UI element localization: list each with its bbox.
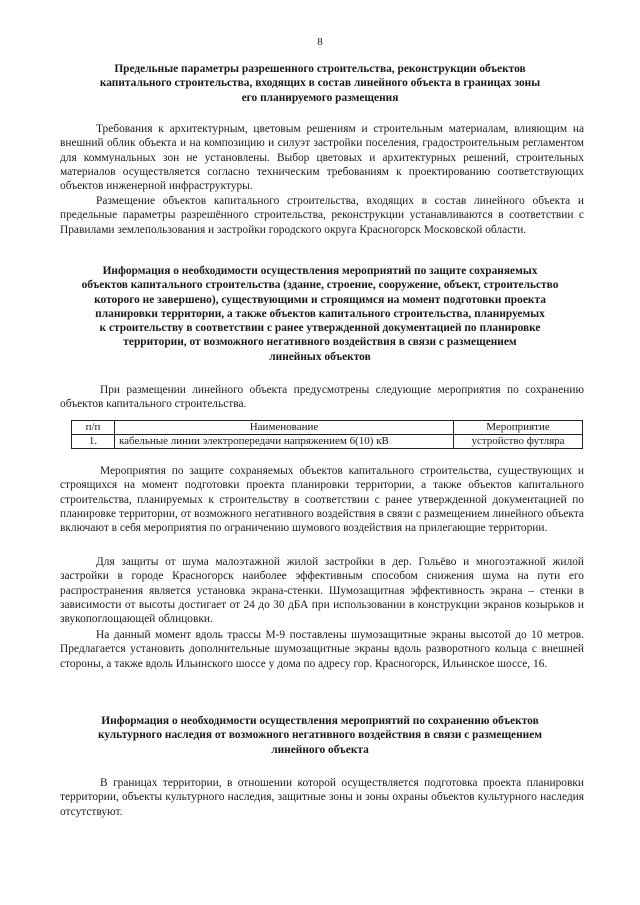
section3-paragraph-1: В границах территории, в отношении которой осуществляется подготовка проекта планировки территории, объекты культурного наследия, защитные зоны и зоны охраны объектов культурного наследия отсутствуют. — [60, 777, 584, 818]
table-header-cell: Наименование — [115, 421, 454, 435]
section2-title-line: территории, от возможного негативного воздействия в связи с размещением — [123, 336, 517, 349]
table-cell: 1. — [72, 435, 115, 449]
section1-title — [70, 62, 570, 105]
section2-title-line: Информация о необходимости осуществления мероприятий по защите сохраняемых — [102, 265, 538, 277]
table-header-row — [72, 421, 583, 435]
section2-title-line: линейных объектов — [269, 350, 371, 363]
measures-table — [71, 420, 583, 449]
section1-title-line: капитального строительства, входящих в состав линейного объекта в границах зоны — [99, 77, 541, 90]
section1-paragraph-1: Требования к архитектурным, цветовым решениям и строительным материалам, влияющим на внешний облик объекта и на композицию и силуэт застройки поселения, градостроительным регламентом для коммунальных зон не установлены. Выбор цветовых и архитектурных решений, строительных материалов осуществляется согласно техническим требованиям к проектированию соответствующих объектов инженерной инфраструктуры. — [60, 123, 584, 193]
table-row — [72, 435, 583, 449]
section2-title-line: объектов капитального строительства (здание, строение, сооружение, объект, строительство — [81, 279, 559, 292]
table-cell: кабельные линии электропередачи напряжением 6(10) кВ — [115, 435, 454, 449]
table-cell: устройство футляра — [454, 435, 583, 449]
section2-title-line: планировки территории, а также объектов капитального строительства, планируемых — [95, 307, 545, 320]
table-header-cell: п/п — [72, 421, 115, 435]
section2-intro: При размещении линейного объекта предусмотрены следующие мероприятия по сохранению объектов капитального строительства. — [60, 384, 584, 411]
section2-title — [70, 264, 570, 364]
table-header-cell: Мероприятие — [454, 421, 583, 435]
section1-title-line: Предельные параметры разрешенного строительства, реконструкции объектов — [114, 63, 526, 75]
section2-paragraph-3: На данный момент вдоль трассы М-9 поставлены шумозащитные экраны высотой до 10 метров. Предлагается установить дополнительные шумозащитные экраны вдоль разворотного кольца с внешней стороны, а также вдоль Ильинского шоссе у дома по адресу гор. Красногорск, Ильинское шоссе, 16. — [60, 629, 584, 670]
section3-title-line: линейного объекта — [271, 743, 369, 756]
section3-title — [70, 714, 570, 757]
section3-title-line: культурного наследия от возможного негативного воздействия в связи с размещением — [97, 729, 543, 742]
section2-paragraph-1: Мероприятия по защите сохраняемых объектов капитального строительства, существующих и строящихся на момент подготовки проекта планировки территории, а также объектов капитального строительства, планируемых к строительству в соответствии с ранее утвержденной документацией по планировке территории, от возможного негативного воздействия в связи с размещением линейного объекта включают в себя мероприятия по ограничению шумового воздействия на прилегающие территории. — [60, 465, 584, 535]
page-number: 8 — [317, 36, 323, 48]
section1-paragraph-2: Размещение объектов капитального строительства, входящих в состав линейного объекта и предельные параметры разрешённого строительства, реконструкции устанавливаются в соответствии с Правилами землепользования и застройки городского округа Красногорск Московской области. — [60, 195, 584, 236]
section2-title-line: к строительству в соответствии с ранее утвержденной документацией по планировке — [99, 322, 541, 335]
section2-title-line: которого не завершено), существующими и строящимся на момент подготовки проекта — [94, 293, 546, 306]
section2-paragraph-2: Для защиты от шума малоэтажной жилой застройки в дер. Гольёво и многоэтажной жилой застройки в городе Красногорск наиболее эффективным способом снижения шума на пути его распространения является установка экрана-стенки. Шумозащитная эффективность экрана – стенки в зависимости от высоты достигает от 24 до 30 дБА при использовании в конструкции экранов козырьков и звукопоглощающей облицовки. — [60, 556, 584, 626]
section3-title-line: Информация о необходимости осуществления мероприятий по сохранению объектов — [101, 715, 539, 727]
section1-title-line: его планируемого размещения — [241, 91, 399, 104]
